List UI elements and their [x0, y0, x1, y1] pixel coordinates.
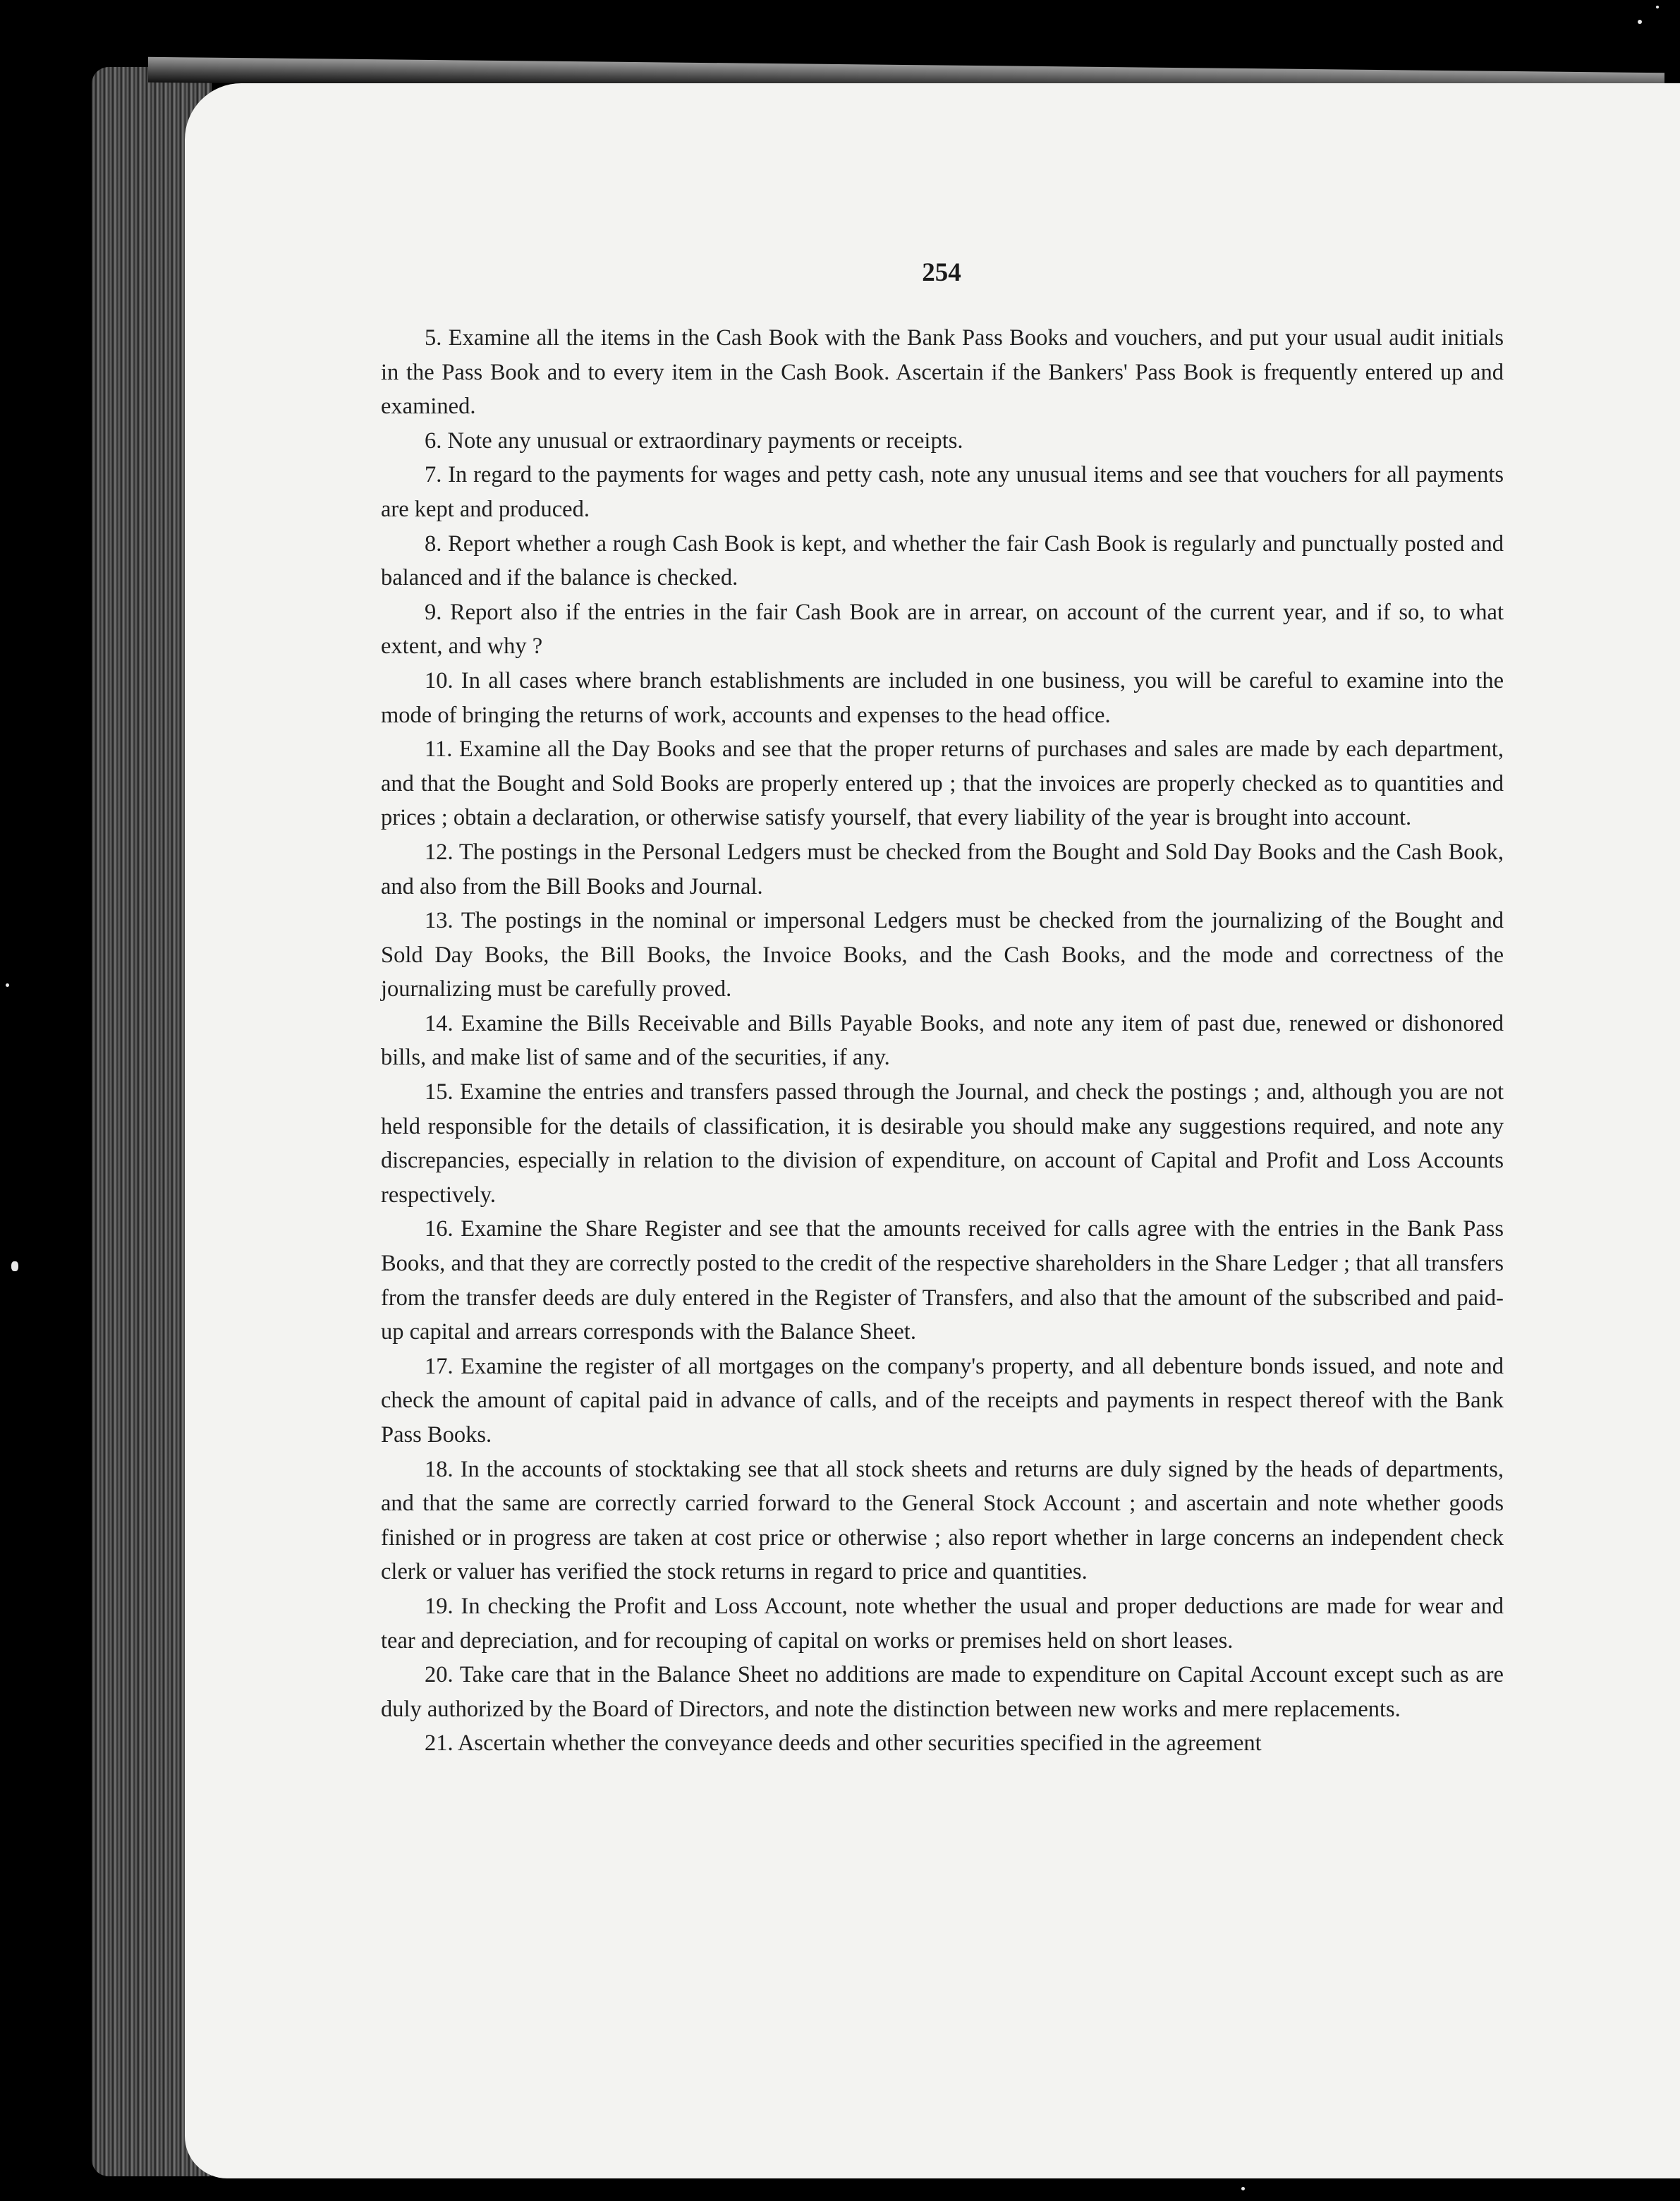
paragraph-17: 17. Examine the register of all mortgages on the company's property, and all debenture bonds issued, and note and check the amount of capital paid in advance of calls, and of the receipts and payments in respect thereof with the Bank Pass Books.: [381, 1353, 1504, 1448]
paragraph-18: 18. In the accounts of stocktaking see that all stock sheets and returns are duly signed by the heads of departments, and that the same are correctly carried forward to the General Stock Account ; and ascertain and note whether goods finished or in progress are taken at cost price or otherwise ; also report whether in large concerns an independent check clerk or valuer has verified the stock returns in regard to price and quantities.: [381, 1456, 1504, 1585]
scan-speck: [1638, 20, 1642, 24]
scan-speck: [1656, 6, 1659, 8]
body-text: [381, 321, 1504, 1761]
paragraph-7: 7. In regard to the payments for wages and petty cash, note any unusual items and see that vouchers for all payments are kept and produced.: [381, 462, 1504, 522]
paragraph-11: 11. Examine all the Day Books and see that the proper returns of purchases and sales are made by each department, and that the Bought and Sold Books are properly entered up ; that the invoices are properly checked as to quantities and prices ; obtain a declaration, or otherwise satisfy yourself, that every liability of the year is brought into account.: [381, 736, 1504, 831]
page-number: 254: [922, 258, 961, 287]
paragraph-21: 21. Ascertain whether the conveyance deeds and other securities specified in the agreement: [425, 1730, 1262, 1757]
paragraph-8: 8. Report whether a rough Cash Book is kept, and whether the fair Cash Book is regularly and punctually posted and balanced and if the balance is checked.: [381, 530, 1504, 591]
scan-speck: [6, 983, 9, 987]
scan-speck: [1241, 2187, 1245, 2190]
paragraph-12: 12. The postings in the Personal Ledgers must be checked from the Bought and Sold Day Books and the Cash Book, and also from the Bill Books and Journal.: [381, 839, 1504, 899]
paragraph-14: 14. Examine the Bills Receivable and Bills Payable Books, and note any item of past due, renewed or dishonored bills, and make list of same and of the securities, if any.: [381, 1010, 1504, 1071]
paragraph-9: 9. Report also if the entries in the fair Cash Book are in arrear, on account of the current year, and if so, to what extent, and why ?: [381, 599, 1504, 660]
paragraph-19: 19. In checking the Profit and Loss Account, note whether the usual and proper deductions are made for wear and tear and depreciation, and for recouping of capital on works or premises held on short leases.: [381, 1593, 1504, 1654]
paragraph-13: 13. The postings in the nominal or impersonal Ledgers must be checked from the journalizing of the Bought and Sold Day Books, the Bill Books, the Invoice Books, and the Cash Books, and the mode and correctness of the journalizing must be carefully proved.: [381, 908, 1504, 1002]
paragraph-20: 20. Take care that in the Balance Sheet no additions are made to expenditure on Capital Account except such as are duly authorized by the Board of Directors, and note the distinction between new works and mere replacements.: [381, 1662, 1504, 1722]
paragraph-6: 6. Note any unusual or extraordinary payments or receipts.: [425, 428, 963, 454]
paragraph-15: 15. Examine the entries and transfers passed through the Journal, and check the postings ; and, although you are not held responsible for the details of classification, it is desirable you should make any suggestions required, and note any discrepancies, especially in relation to the division of expenditure, on account of Capital and Profit and Loss Accounts respectively.: [381, 1079, 1504, 1208]
paragraph-16: 16. Examine the Share Register and see that the amounts received for calls agree with the entries in the Bank Pass Books, and that they are correctly posted to the credit of the respective shareholders in the Share Ledger ; that all transfers from the transfer deeds are duly entered in the Register of Transfers, and also that the amount of the subscribed and paid-up capital and arrears corresponds with the Balance Sheet.: [381, 1216, 1504, 1345]
paragraph-10: 10. In all cases where branch establishments are included in one business, you will be careful to examine into the mode of bringing the returns of work, accounts and expenses to the head office.: [381, 667, 1504, 728]
paragraph-5: 5. Examine all the items in the Cash Book with the Bank Pass Books and vouchers, and put your usual audit initials in the Pass Book and to every item in the Cash Book. Ascertain if the Bankers' Pass Book is frequently entered up and examined.: [381, 325, 1504, 420]
scan-speck: [11, 1261, 18, 1271]
